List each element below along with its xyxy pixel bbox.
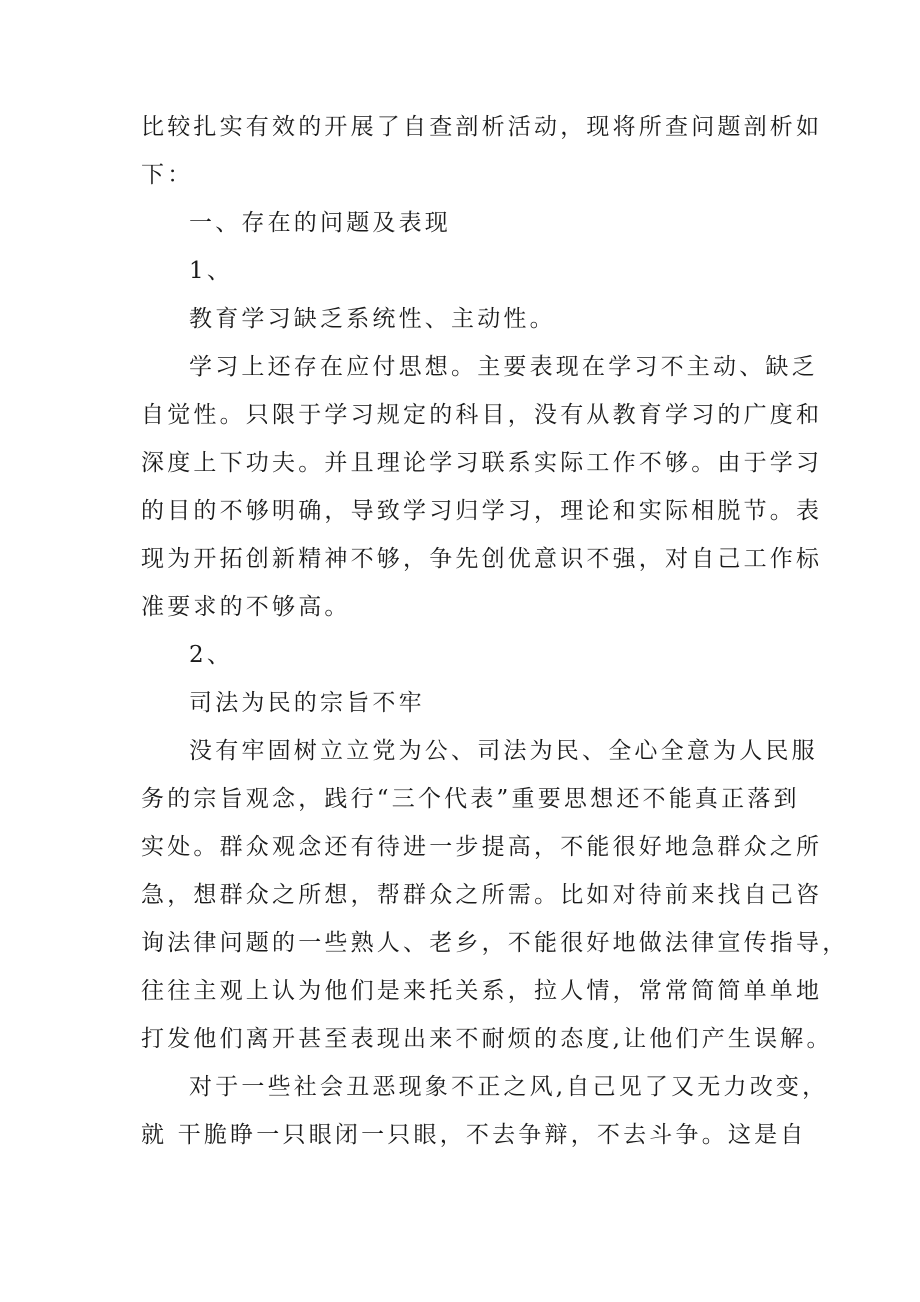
paragraph-line: 就 干脆睁一只眼闭一只眼，不去争辩，不去斗争。这是自 — [141, 1122, 807, 1148]
paragraph-line: 急，想群众之所想，帮群众之所需。比如对待前来找自己咨 — [141, 882, 823, 908]
paragraph-line: 务的宗旨观念，践行“三个代表”重要思想还不能真正落到 — [141, 786, 800, 812]
text-line-2: 下： — [141, 162, 194, 188]
paragraph-line: 打发他们离开甚至表现出来不耐烦的态度,让他们产生误解。 — [141, 1026, 833, 1052]
paragraph-line: 现为开拓创新精神不够，争先创优意识不强，对自己工作标 — [141, 546, 823, 572]
paragraph-line: 询法律问题的一些熟人、老乡，不能很好地做法律宣传指导， — [141, 930, 849, 956]
paragraph-line: 学习上还存在应付思想。主要表现在学习不主动、缺乏 — [189, 354, 818, 380]
section-heading: 一、存在的问题及表现 — [189, 210, 451, 236]
item-number-2: 2、 — [189, 642, 234, 668]
paragraph-line: 实处。群众观念还有待进一步提高，不能很好地急群众之所 — [141, 834, 823, 860]
paragraph-line: 的目的不够明确，导致学习归学习，理论和实际相脱节。表 — [141, 498, 823, 524]
item-title-2: 司法为民的宗旨不牢 — [189, 690, 425, 716]
item-number-1: 1、 — [189, 258, 234, 284]
paragraph-line: 深度上下功夫。并且理论学习联系实际工作不够。由于学习 — [141, 450, 823, 476]
paragraph-line: 准要求的不够高。 — [141, 594, 351, 620]
document-body — [141, 103, 849, 1159]
text-line-1: 比较扎实有效的开展了自查剖析活动，现将所查问题剖析如 — [141, 114, 823, 140]
paragraph-line: 对于一些社会丑恶现象不正之风,自己见了又无力改变， — [189, 1074, 829, 1100]
item-title-1: 教育学习缺乏系统性、主动性。 — [189, 306, 556, 332]
paragraph-line: 往往主观上认为他们是来托关系，拉人情，常常简简单单地 — [141, 978, 823, 1004]
paragraph-line: 自觉性。只限于学习规定的科目，没有从教育学习的广度和 — [141, 402, 823, 428]
paragraph-line: 没有牢固树立立党为公、司法为民、全心全意为人民服 — [189, 738, 818, 764]
